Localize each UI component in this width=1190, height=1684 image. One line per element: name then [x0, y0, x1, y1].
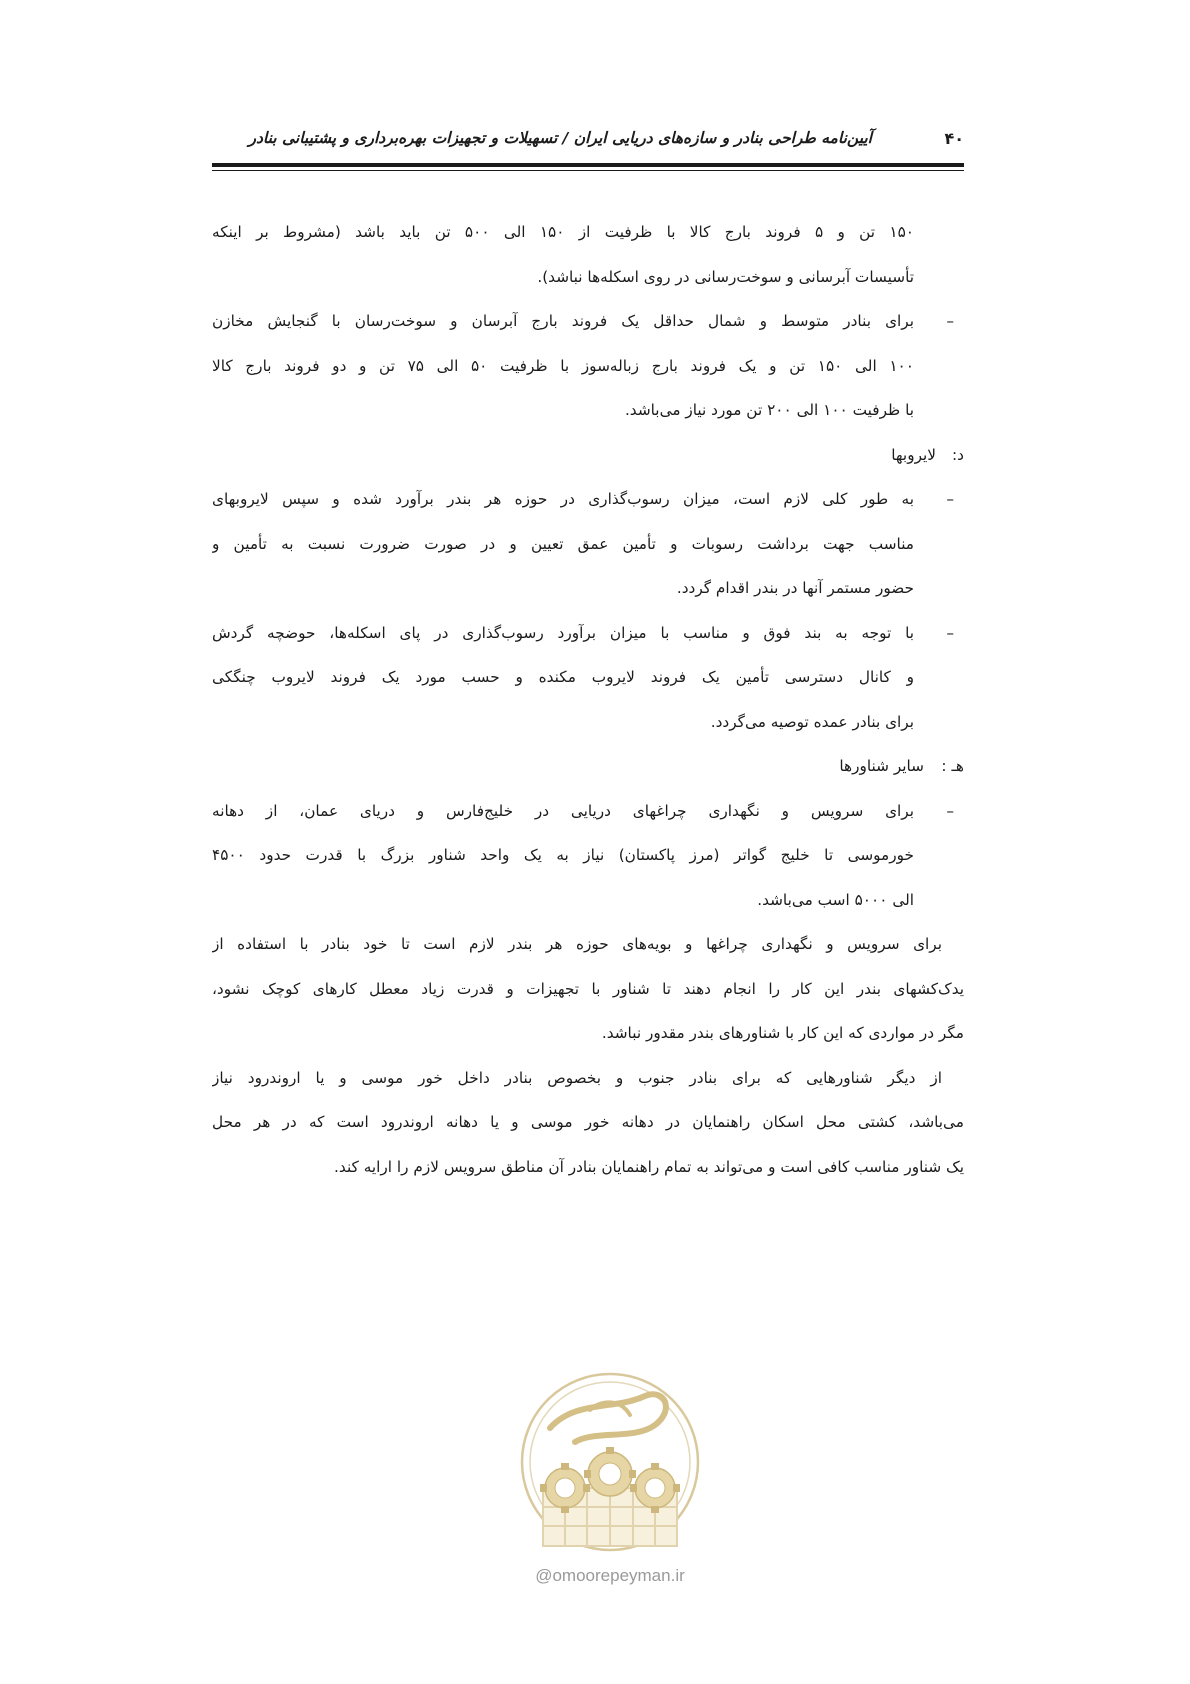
text-line: و کانال دسترسی تأمین یک فروند لایروب مکنده و حسب مورد یک فروند لایروب چنگکی: [212, 668, 914, 686]
section-title: سایر شناورها: [839, 757, 924, 775]
text-line: برای بنادر عمده توصیه می‌گردد.: [710, 712, 914, 731]
running-header: [212, 125, 964, 159]
bullet-item: [212, 477, 964, 522]
body-text: [212, 210, 964, 1189]
text-line: حضور مستمر آنها در بندر اقدام گردد.: [676, 579, 914, 597]
gear-emblem-icon: [495, 1370, 725, 1560]
bullet-item: [212, 299, 964, 344]
bullet-dash: –: [946, 623, 954, 642]
bullet-line: با توجه به بند فوق و مناسب با میزان برآورد رسوب‌گذاری در پای اسکله‌ها، حوضچه گردش: [212, 623, 914, 642]
text-line: ۱۵۰ تن و ۵ فروند بارج کالا با ظرفیت از ۱۵۰ الی ۵۰۰ تن باید باشد (مشروط بر اینکه: [212, 223, 915, 241]
page-number: ۴۰: [944, 129, 964, 148]
text-line: خورموسی تا خلیج گواتر (مرز پاکستان) نیاز به یک واحد شناور بزرگ با قدرت حدود ۴۵۰۰: [212, 846, 914, 864]
section-heading-d: [212, 433, 964, 478]
paragraph-line: مگر در مواردی که این کار با شناورهای بندر مقدور نباشد.: [601, 1024, 964, 1042]
bullet-dash: –: [946, 312, 954, 330]
running-header-title: آیین‌نامه طراحی بنادر و سازه‌های دریایی ایران / تسهیلات و تجهیزات بهره‌برداری و پشتیبانی بنادر: [248, 129, 872, 147]
header-rule-thick: [212, 163, 964, 167]
bullet-line: برای بنادر متوسط و شمال حداقل یک فروند بارج آبرسان و سوخت‌رسان با گنجایش مخازن: [212, 312, 914, 330]
watermark-url: @omoorepeyman.ir: [535, 1566, 685, 1585]
bullet-dash: –: [946, 801, 954, 820]
text-line: ۱۰۰ الی ۱۵۰ تن و یک فروند بارج زباله‌سوز با ظرفیت ۵۰ الی ۷۵ تن و دو فروند بارج کالا: [212, 356, 914, 375]
paragraph-line: برای سرویس و نگهداری چراغها و بویه‌های حوزه هر بندر لازم است تا خود بنادر با استفاده از: [212, 935, 942, 953]
text-line: الی ۵۰۰۰ اسب می‌باشد.: [757, 890, 914, 909]
section-heading-h: [212, 744, 964, 789]
paragraph-line: یک شناور مناسب کافی است و می‌تواند به تمام راهنمایان بنادر آن مناطق سرویس لازم را ارایه کند.: [334, 1157, 964, 1176]
text-line: تأسیسات آبرسانی و سوخت‌رسانی در روی اسکله‌ها نباشد).: [537, 267, 914, 286]
watermark-logo: [495, 1370, 725, 1620]
bullet-dash: –: [946, 490, 954, 508]
section-letter: د:: [952, 445, 964, 464]
text-line: با ظرفیت ۱۰۰ الی ۲۰۰ تن مورد نیاز می‌باشد.: [624, 401, 914, 419]
section-title: لایروبها: [891, 445, 936, 464]
section-letter: هـ :: [941, 757, 964, 775]
bullet-line: به طور کلی لازم است، میزان رسوب‌گذاری در حوزه هر بندر برآورد شده و سپس لایروبهای: [212, 490, 914, 508]
paragraph-line: یدک‌کشهای بندر این کار را انجام دهند تا شناور با تجهیزات و قدرت زیاد معطل کارهای کوچک نشود،: [212, 979, 964, 998]
bullet-line: برای سرویس و نگهداری چراغهای دریایی در خلیج‌فارس و دریای عمان، از دهانه: [212, 801, 914, 820]
bullet-item: [212, 789, 964, 834]
paragraph-line: از دیگر شناورهایی که برای بنادر جنوب و بخصوص بنادر داخل خور موسی و یا اروندرود نیاز: [212, 1068, 942, 1087]
bullet-item: [212, 611, 964, 656]
paragraph-line: می‌باشد، کشتی محل اسکان راهنمایان در دهانه خور موسی و یا دهانه اروندرود است که در هر محل: [212, 1113, 964, 1131]
text-line: مناسب جهت برداشت رسوبات و تأمین عمق تعیین و در صورت ضرورت نسبت به تأمین و: [212, 534, 914, 553]
header-rule-thin: [212, 170, 964, 171]
